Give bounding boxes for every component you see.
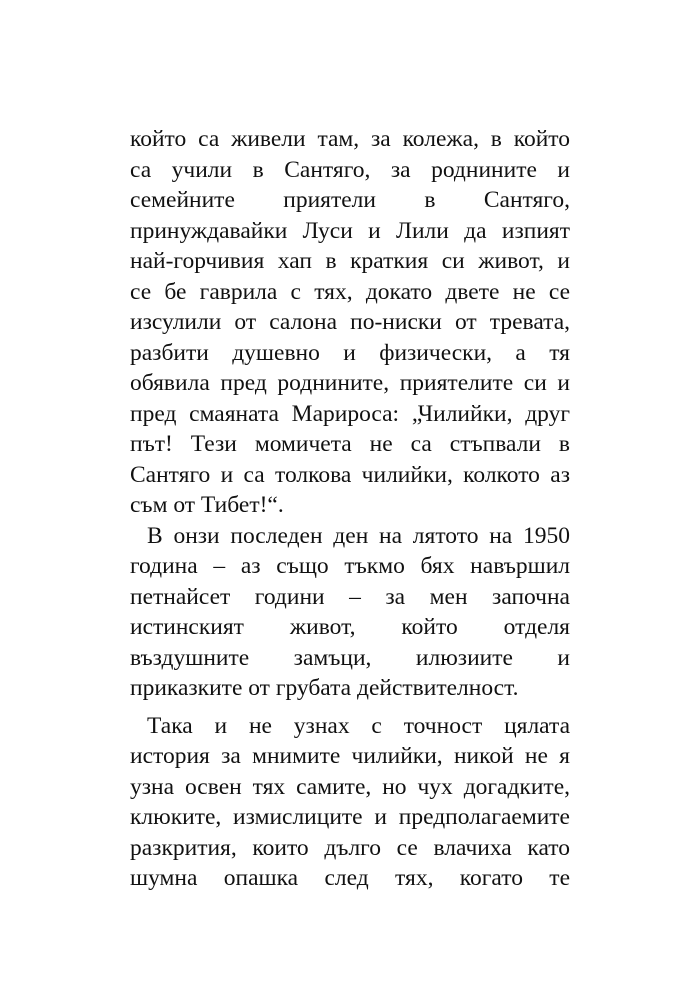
text-line: приказките от грубата действителност. xyxy=(130,675,519,701)
paragraph-spacer xyxy=(130,704,570,711)
text-line: най-горчивия хап в краткия си живот, и xyxy=(130,248,570,274)
text-line: история за мнимите чилийки, никой не я xyxy=(130,743,570,769)
paragraph-first-line: В онзи последен ден на лятото на 1950 xyxy=(147,522,570,549)
text-line: път! Тези момичета не са стъпвали в xyxy=(130,431,570,457)
body-text xyxy=(130,124,570,894)
text-line: съм от Тибет!“. xyxy=(130,492,284,518)
text-line: семейните приятели в Сантяго, xyxy=(130,187,570,213)
text-line: година – аз също тъкмо бях навършил xyxy=(130,553,570,579)
text-line: са учили в Сантяго, за роднините и xyxy=(130,156,570,183)
text-line: Сантяго и са толкова чилийки, колкото аз xyxy=(130,461,570,488)
text-line: принуждавайки Луси и Лили да изпият xyxy=(130,217,570,244)
text-line: се бе гаврила с тях, докато двете не се xyxy=(130,278,570,305)
text-line: петнайсет години – за мен започна xyxy=(130,583,570,610)
text-line: изсулили от салона по-ниски от тревата, xyxy=(130,309,570,335)
text-line: обявила пред роднините, приятелите си и xyxy=(130,370,570,396)
text-line: истинският живот, който отделя xyxy=(130,614,570,640)
text-line: който са живели там, за колежа, в който xyxy=(130,126,570,152)
text-line: шумна опашка след тях, когато те xyxy=(130,865,570,891)
paragraph-first-line: Така и не узнах с точност цялата xyxy=(147,712,570,739)
text-line: разбити душевно и физически, а тя xyxy=(130,339,570,366)
text-line: клюките, измислиците и предполагаемите xyxy=(130,804,570,830)
text-line: разкрития, които дълго се влачиха като xyxy=(130,834,570,861)
text-line: узна освен тях самите, но чух догадките, xyxy=(130,773,570,800)
text-line: въздушните замъци, илюзиите и xyxy=(130,644,570,671)
text-line: пред смаяната Марироса: „Чилийки, друг xyxy=(130,400,570,427)
